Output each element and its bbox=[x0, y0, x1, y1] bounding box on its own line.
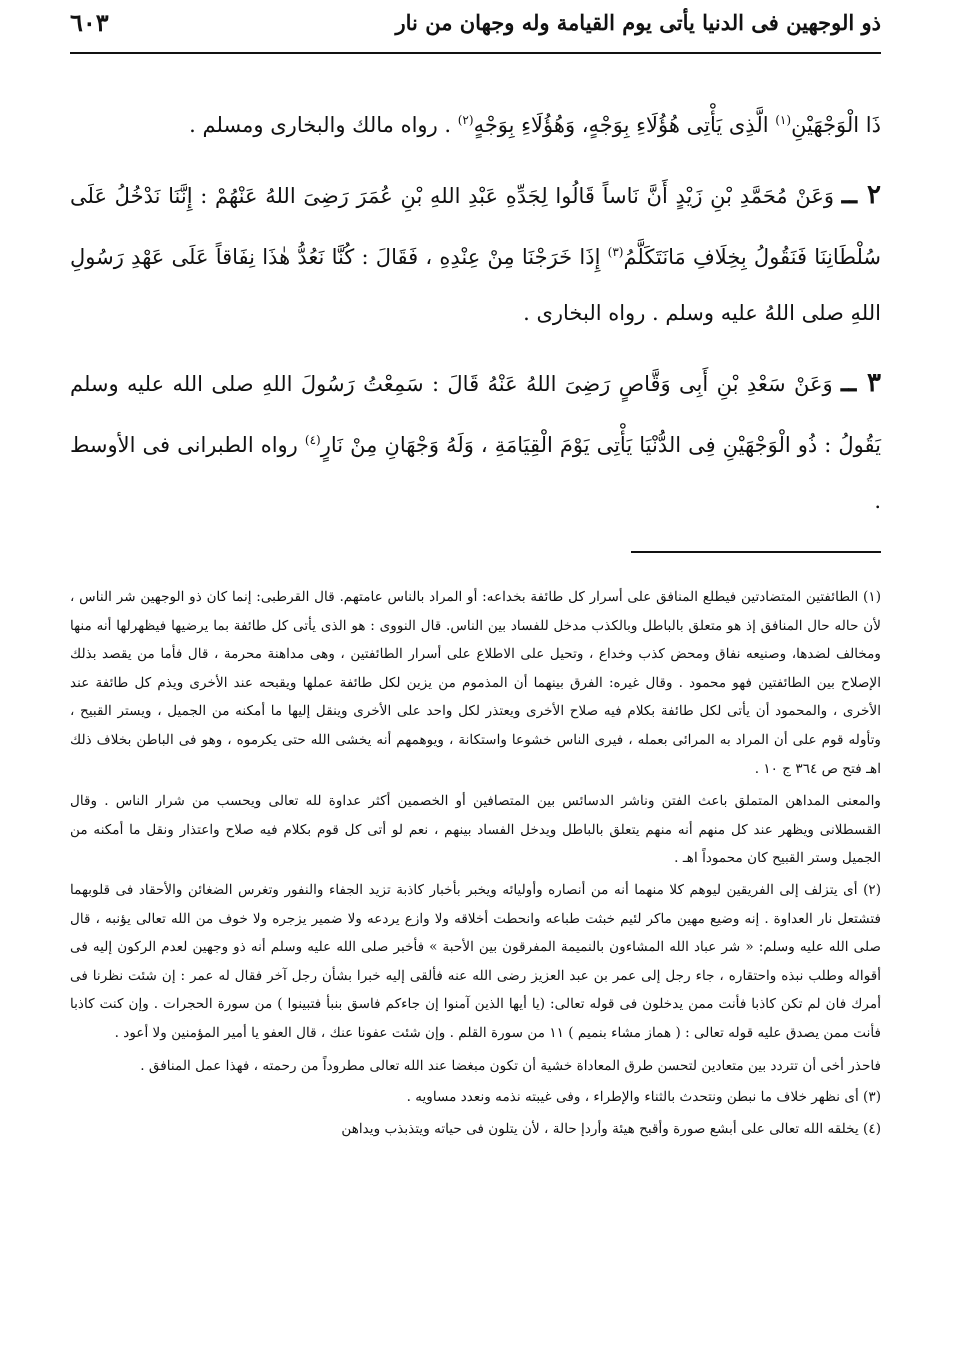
footnote-1-continuation: والمعنى المداهن المتملق باعث الفتن وناشر الدسائس بين المتصافين أو الخصمين أكثر عداوة لله تعالى ويحسب من شرار الناس . وقال القسطلانى ويظهر عند كل منهم أنه منهم يتعلق بالباطل ويدخل الفساد بينهم ، نعم لو أتى كل قوم بكلام فيه صلاح واعتذار ونقل ما أمكنه من الجميل وستر القبيح كان محموداً اهـ . bbox=[70, 793, 881, 867]
footnote-ref-4: (٤) bbox=[304, 433, 321, 447]
footnote-4: (٤) يخلقه الله تعالى على أبشع صورة وأقبح هيئة وأردإ حالة ، لأن يتلون فى حياته ويتذبذب ويداهن bbox=[341, 1120, 881, 1137]
text-segment: . رواه مالك والبخارى ومسلم . bbox=[189, 113, 458, 137]
text-segment: إِذَا خَرَجْنَا مِنْ عِنْدِهِ ، فَقَالَ : كُنَّا نَعُدُّ هٰذَا نِفَاقاً عَلَى عَهْدِ رَسُولِ اللهِ صلى اللهُ عليه وسلم . رواه البخارى . bbox=[70, 245, 881, 325]
running-title: ذو الوجهين فى الدنيا يأتى يوم القيامة وله وجهان من نار bbox=[395, 10, 881, 35]
hadith-number: ٣ ــ bbox=[841, 368, 881, 398]
footnote-2: (٢) أى يتزلف إلى الفريقين ليوهم كلا منهما أنه من أنصاره وأوليائه ويخبر بأخبار كاذبة تزيد الجفاء والنفور وتغرس الضغائن والأحقاد فى قلوبهما فتشتعل نار العداوة . إنه وضيع مهين ماكر لئيم خبثت طباعه وانحطت أخلاقه ولا وازع يردعه ولا ضمير يزجره ولا خوف من الله تعالى يؤنبه ، قال صلى الله عليه وسلم: « شر عباد الله المشاءون بالنميمة المفرقون بين الأحبة » فأخبر صلى الله عليه وسلم أنه ذو وجهين لعدم الركون إليه فى أقواله وطلب نبذه واحتقاره ، جاء رجل إلى عمر بن عبد العزيز رضى الله عنه فألقى إليه خبرا بشأن رجل آخر فقال له عمر : إن شئت نظرنا فى أمرك فان لم تكن كاذبا فأنت ممن يدخلون فى قوله تعالى: (يا أيها الذين آمنوا إن جاءكم فاسق بنبأ فتبينوا ) من سورة الحجرات . وإن كنت كاذبا فأنت ممن يصدق عليه قوله تعالى : ( هماز مشاء بنميم ) ١١ من سورة القلم . وإن شئت عفونا عنك ، قال العفو يا أمير المؤمنين ولا أعود . bbox=[70, 881, 881, 1041]
footnote-3: (٣) أى نظهر خلاف ما نبطن ونتحدث بالثناء والإطراء ، وفى غيبته نذمه ونعدد مساويه . bbox=[406, 1089, 881, 1106]
page-number: ٦٠٣ bbox=[70, 8, 109, 37]
text-segment: رواه الطبرانى فى الأوسط . bbox=[70, 433, 881, 513]
page-header bbox=[70, 0, 881, 54]
footnote-divider bbox=[631, 551, 881, 553]
text-segment: الَّذِى يَأْتِى هُؤُلَاءِ بِوَجْهٍ، وَهُؤُلَاءِ بِوَجْهٍ bbox=[473, 113, 776, 137]
hadith-1-ending bbox=[70, 92, 881, 153]
hadith-2 bbox=[70, 167, 881, 341]
hadith-number: ٢ ــ bbox=[841, 180, 881, 210]
footnote-ref-3: (٣) bbox=[607, 245, 624, 259]
main-text bbox=[70, 92, 881, 529]
footnote-1: (١) الطائفتين المتضادتين فيطلع المنافق على أسرار كل طائفة بخداعه: أو المراد بالناس عامتهم. قال القرطبى: إنما كان ذو الوجهين شر الناس ، لأن حاله حال المنافق إذ هو متعلق بالباطل وبالكذب مدخل للفساد بين الناس. قال النووى : هو الذى يأتى كل طائفة بما يرضيها فيظهرلها أنه منها ومخالف لضدها، وصنيعه نفاق ومحض كذب وخداع ، وتحيل على الاطلاع على أسرار الطائفتين ، وهى مداهنة محرمة ، قال فأما من يقصد بذلك الإصلاح بين الطائفتين فهو محمود . وقال غيره: الفرق بينهما أن المذموم من يزين لكل طائفة عملها ويقبحه عند الأخرى ويذم كل طائفة عند الأخرى ، والمحمود أن يأتى لكل طائفة بكلام فيه صلاح الأخرى ويعتذر لكل واحد على الأخرى وينقل إليها ما أمكنه من الجميل ، ويستر القبيح ، وتأوله قوم على أن المراد به المرائى بعمله ، فيرى الناس خشوعا واستكانة ، ويوهمهم أنه يخشى الله حتى يكرموه ، وهو فى الباطن بخلاف ذلك اهـ فتح ص ٣٦٤ ج ١٠ . bbox=[70, 589, 881, 777]
hadith-3 bbox=[70, 355, 881, 529]
footnote-2-continuation: فاحذر أخى أن تتردد بين متعادين لتحسن طرق المعاداة خشية أن تكون مبغضا عند الله تعالى مطروداً من رحمته ، فهذا عمل المنافق . bbox=[140, 1057, 881, 1074]
footnotes bbox=[70, 583, 881, 1143]
footnote-ref-2: (٢) bbox=[457, 113, 474, 127]
text-segment: وَعَنْ مُحَمَّدِ بْنِ زَيْدٍ أَنَّ نَاساً قَالُوا لِجَدِّهِ عَبْدِ اللهِ بْنِ عُمَرَ رَضِىَ اللهُ عَنْهُمْ : إِنَّنَا نَدْخُلُ عَلَى سُلْطَانِنَا فَنَقُولُ بِخِلَافِ مَانَتَكَلَّمُ bbox=[70, 184, 882, 269]
text-segment: ذَا الْوَجْهَيْنِ bbox=[791, 113, 881, 137]
text-segment: وَعَنْ سَعْدِ بْنِ أَبِى وَقَّاصٍ رَضِىَ اللهُ عَنْهُ قَالَ : سَمِعْتُ رَسُولَ اللهِ صلى الله عليه وسلم يَقُولُ : ذُو الْوَجْهَيْنِ فِى الدُّنْيَا يَأْتِى يَوْمَ الْقِيَامَةِ ، وَلَهُ وَجْهَانِ مِنْ نَارٍ bbox=[70, 372, 881, 457]
footnote-ref-1: (١) bbox=[775, 113, 792, 127]
